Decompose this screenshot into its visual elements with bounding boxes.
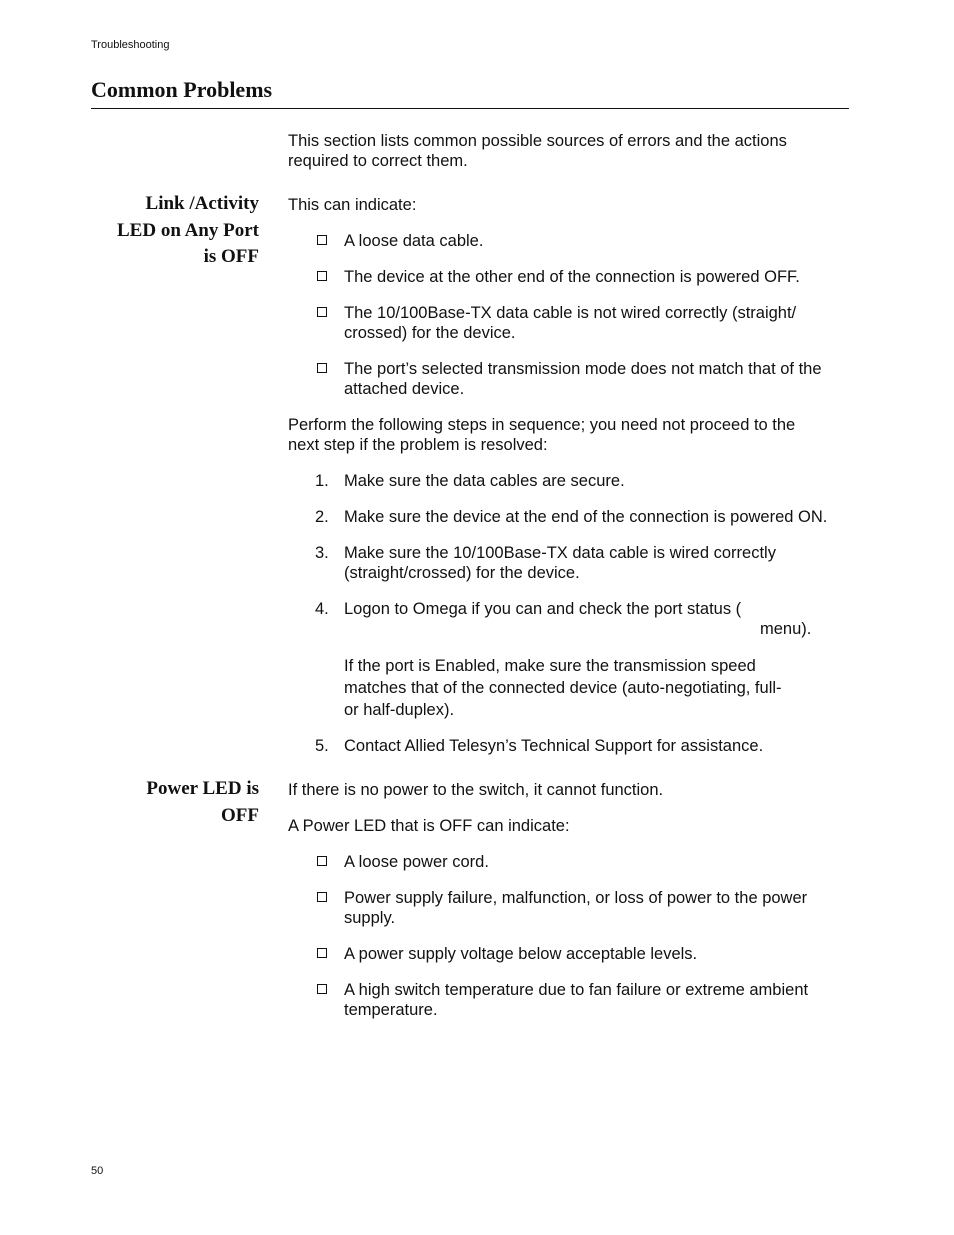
link-led-bullet-line: The 10/100Base-TX data cable is not wired correctly (straight/ [344,304,797,322]
checkbox-bullet-icon [317,984,327,994]
checkbox-bullet-icon [317,363,327,373]
power-led-heading-line: Power LED is [146,778,259,799]
checkbox-bullet-icon [317,307,327,317]
checkbox-bullet-icon [317,235,327,245]
checkbox-bullet-icon [317,271,327,281]
step-line: Contact Allied Telesyn’s Technical Support for assistance. [344,737,764,755]
checkbox-bullet-icon [317,948,327,958]
link-led-bullet-line: crossed) for the device. [344,324,516,342]
step-line: (straight/crossed) for the device. [344,564,580,582]
section-intro: This section lists common possible sources of errors and the actions required to correct them. [288,132,787,170]
step-number: 1. [315,472,329,490]
step-line: menu). [760,620,812,638]
step-number: 4. [315,600,329,618]
link-led-heading [91,191,259,271]
steps-intro-line: Perform the following steps in sequence; you need not proceed to the [288,416,796,434]
power-led-bullet-line: temperature. [344,1001,438,1019]
link-led-bullet-line: The port’s selected transmission mode does not match that of the [344,360,822,378]
step4-note-line: or half-duplex). [344,701,455,719]
page-number: 50 [91,1165,104,1177]
running-head: Troubleshooting [91,39,170,51]
link-led-bullet-line: The device at the other end of the connection is powered OFF. [344,268,800,286]
step-number: 5. [315,737,329,755]
link-led-heading-line: is OFF [203,246,259,267]
power-led-heading [91,776,259,829]
step-number: 3. [315,544,329,562]
step4-note-line: If the port is Enabled, make sure the transmission speed [344,657,756,675]
power-led-bullet-line: A loose power cord. [344,853,489,871]
checkbox-bullet-icon [317,856,327,866]
power-led-bullet-line: A high switch temperature due to fan failure or extreme ambient [344,981,809,999]
step-line: Make sure the 10/100Base-TX data cable is wired correctly [344,544,776,562]
power-led-bullet-line: supply. [344,909,396,927]
power-led-p2: A Power LED that is OFF can indicate: [288,817,570,835]
link-led-lead: This can indicate: [288,196,417,214]
link-led-heading-line: Link /Activity [145,193,259,214]
section-title: Common Problems [91,77,849,109]
link-led-bullet-line: attached device. [344,380,465,398]
step-line: Make sure the data cables are secure. [344,472,625,490]
power-led-heading-line: OFF [221,804,259,826]
power-led-bullet-line: A power supply voltage below acceptable levels. [344,945,698,963]
link-led-heading-line: LED on Any Port [117,219,259,241]
checkbox-bullet-icon [317,892,327,902]
step-number: 2. [315,508,329,526]
link-led-bullet-line: A loose data cable. [344,232,484,250]
step-line: Logon to Omega if you can and check the port status ( [344,600,742,618]
steps-intro-line: next step if the problem is resolved: [288,436,548,454]
step4-note-line: matches that of the connected device (auto-negotiating, full- [344,679,782,697]
power-led-p1: If there is no power to the switch, it cannot function. [288,781,664,799]
power-led-bullet-line: Power supply failure, malfunction, or loss of power to the power [344,889,808,907]
step-line: Make sure the device at the end of the connection is powered ON. [344,508,828,526]
